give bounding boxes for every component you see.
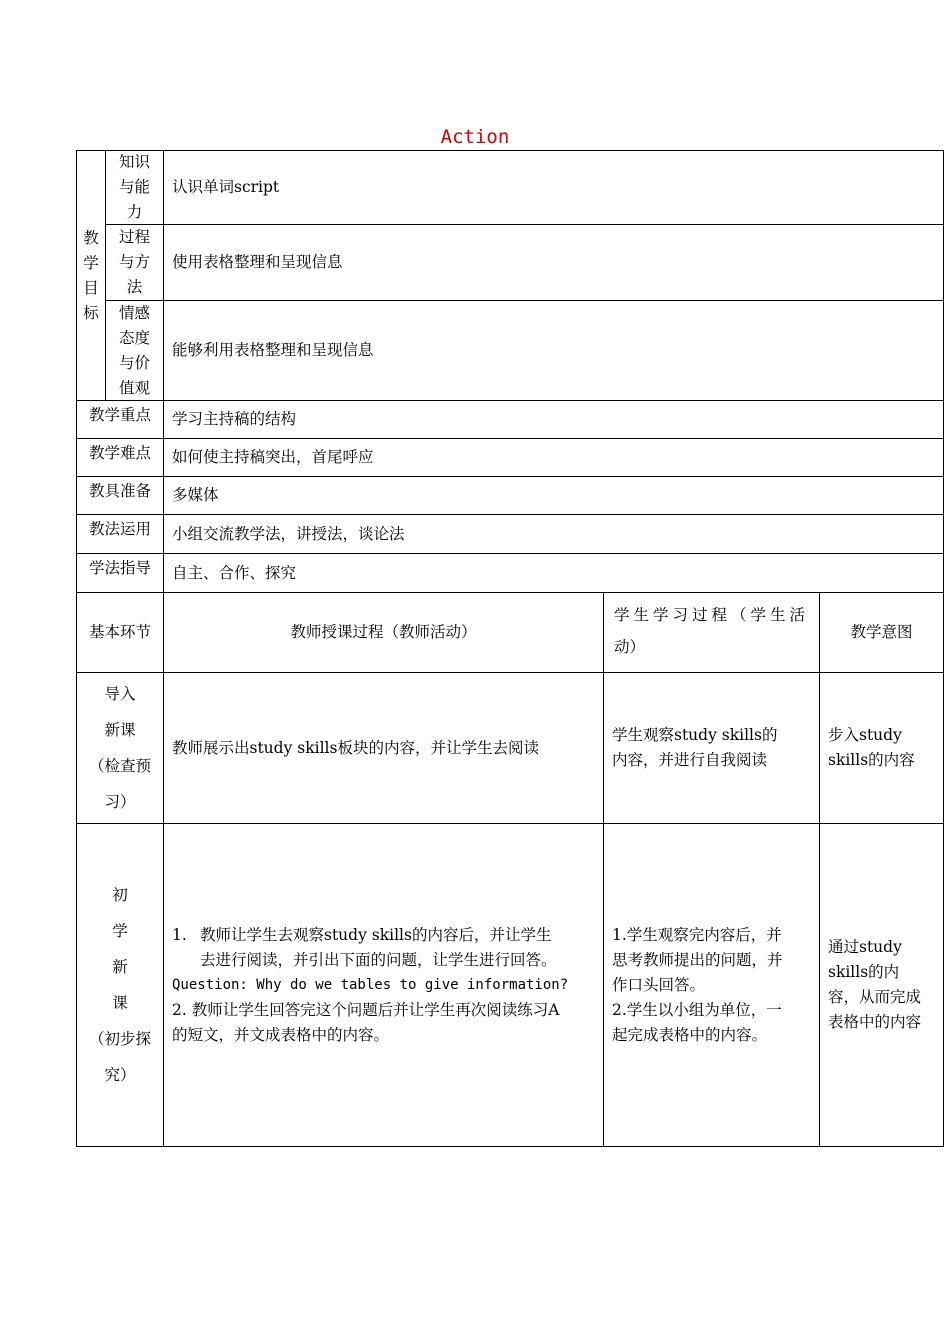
explore-intent: 通过study skills的内 容，从而完成 表格中的内容 [828,938,922,1031]
emotion-label: 情感 态度 与价 值观 [118,303,150,397]
document-title: Action [440,126,510,148]
process-content: 使用表格整理和呈现信息 [172,253,343,271]
objectives-label: 教 学 目 标 [83,228,99,322]
difficulty-content: 如何使主持稿突出，首尾呼应 [172,448,374,466]
intro-intent: 步入study skills的内容 [828,726,915,769]
header-student-line2: 动） [614,638,646,656]
header-student-line1: 学生学习过程（学生活 [614,606,810,624]
item1-number: 1. [172,925,187,944]
key-point-content: 学习主持稿的结构 [172,410,297,428]
item2-line1: 2. 教师让学生回答完这个问题后并让学生再次阅读练习A [172,1000,560,1019]
item1-line1: 教师让学生去观察study skills的内容后，并让学生 [200,925,552,944]
learning-guidance-content: 自主、合作、探究 [172,563,297,582]
header-intent: 教学意图 [850,623,913,641]
header-teacher: 教师授课过程（教师活动） [290,623,477,641]
methods-content: 小组交流教学法，讲授法，谈论法 [172,524,405,543]
header-student [604,593,819,672]
header-stage: 基本环节 [88,623,151,641]
intro-student: 学生观察study skills的 内容，并进行自我阅读 [612,726,778,769]
emotion-content: 能够利用表格整理和呈现信息 [172,341,374,359]
explore-stage: 初 学 新 课 （初步探 究） [88,886,151,1084]
materials-content: 多媒体 [172,486,219,504]
item2-line2: 的短文，并文成表格中的内容。 [172,1025,390,1044]
explore-teacher [164,824,603,1146]
materials-label: 教具准备 [88,482,151,500]
intro-stage: 导入 新课 （检查预 习） [88,685,151,811]
question-line: Question: Why do we tables to give information? [172,976,569,993]
methods-label: 教法运用 [88,520,151,538]
knowledge-label: 知识 与能 力 [118,153,150,221]
process-label: 过程 与方 法 [118,228,150,296]
explore-student: 1.学生观察完内容后，并 思考教师提出的问题，并 作口头回答。 2.学生以小组为单位，一 起完成表格中的内容。 [612,925,783,1044]
key-point-label: 教学重点 [88,406,151,424]
intro-teacher: 教师展示出study skills板块的内容，并让学生去阅读 [172,738,539,757]
learning-guidance-label: 学法指导 [88,559,151,577]
difficulty-label: 教学难点 [88,444,151,462]
knowledge-content: 认识单词script [172,178,280,196]
item1-line2: 去进行阅读，并引出下面的问题，让学生进行回答。 [200,950,557,969]
